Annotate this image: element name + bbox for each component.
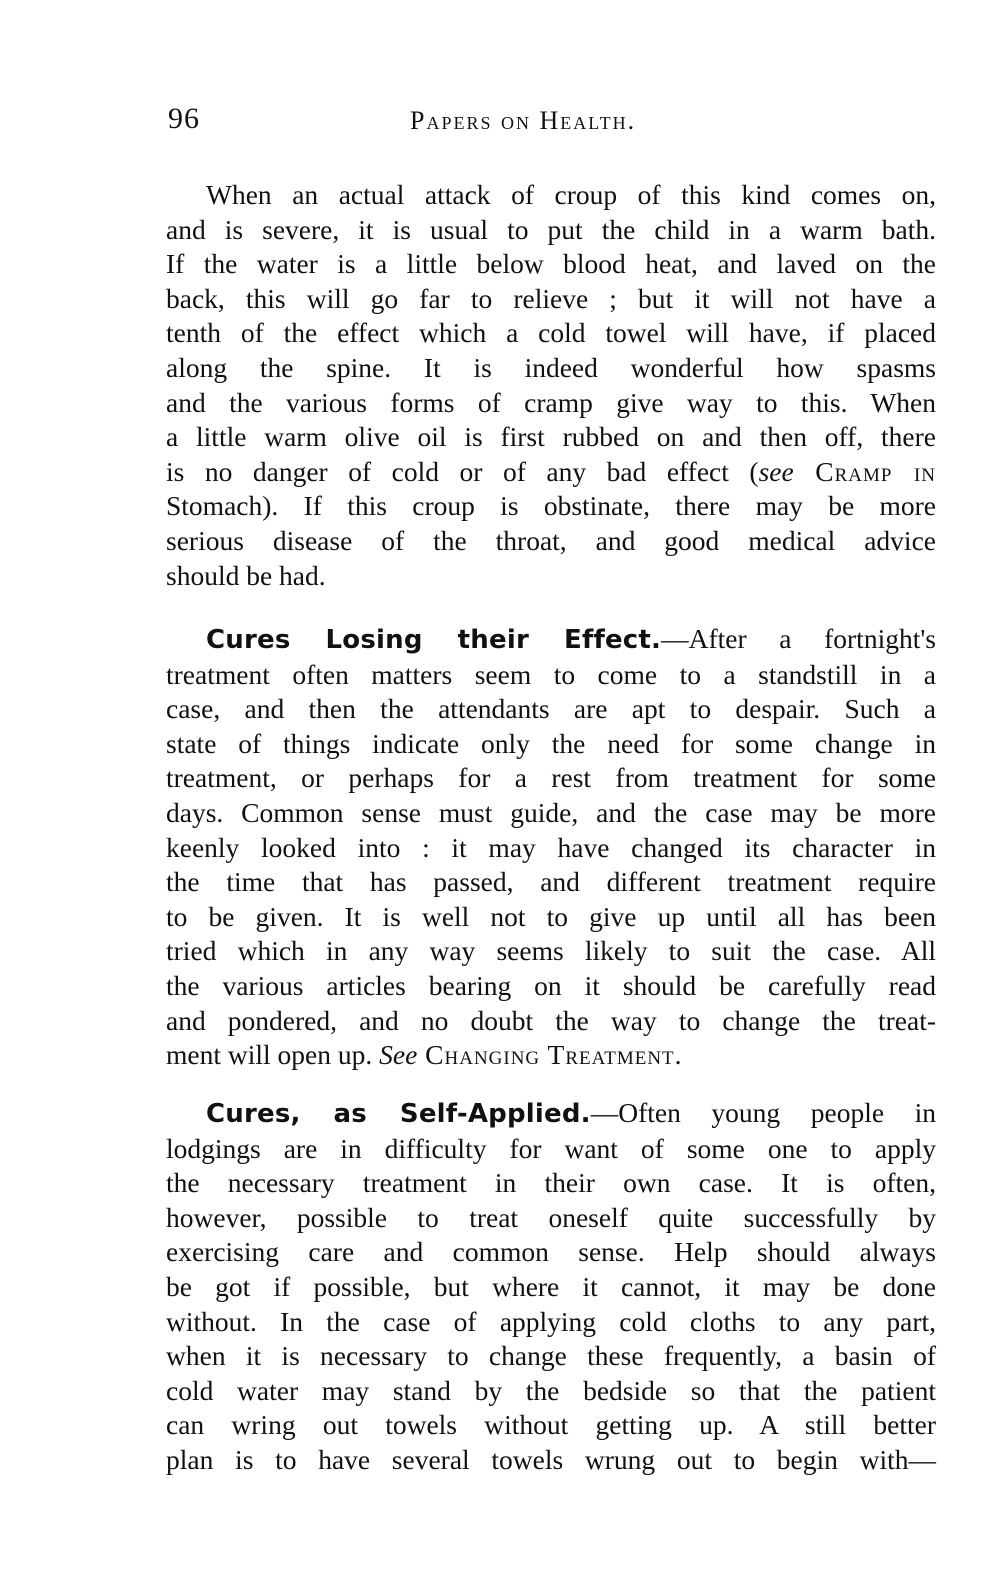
text-line: plan is to have several towels wrung out to begin with— — [166, 1443, 936, 1475]
see-reference: see — [758, 455, 794, 487]
text-line: tried which in any way seems likely to suit the case. All — [166, 935, 936, 967]
page-header — [168, 102, 938, 142]
text-line: If the water is a little below blood heat, and laved on the — [166, 248, 936, 280]
text-fragment: Stomach). If this croup is obstinate, there may be more — [166, 490, 936, 522]
text-line: exercising care and common sense. Help should always — [166, 1236, 936, 1268]
text-fragment: —Often young people in — [590, 1097, 936, 1128]
text-line: without. In the case of applying cold cloths to any part, — [166, 1305, 936, 1337]
text-line: the various articles bearing on it should be carefully read — [166, 969, 936, 1001]
cross-reference-changing-treatment: Changing Treatment. — [417, 1039, 683, 1071]
text-fragment: is no danger of cold or of any bad effect ( — [166, 455, 759, 487]
page-number: 96 — [168, 102, 200, 135]
text-line: treatment, or perhaps for a rest from treatment for some — [166, 762, 936, 794]
text-line: cold water may stand by the bedside so that the patient — [166, 1374, 936, 1406]
see-reference: See — [379, 1039, 418, 1071]
text-line: and pondered, and no doubt the way to change the treat- — [166, 1004, 936, 1036]
text-line: days. Common sense must guide, and the case may be more — [166, 796, 936, 828]
text-line — [166, 1096, 936, 1132]
text-line — [166, 489, 936, 524]
section-heading: Cures, as Self-Applied. — [206, 1099, 591, 1129]
running-title: Papers on Health. — [410, 106, 637, 135]
text-line: along the spine. It is indeed wonderful how spasms — [166, 351, 936, 383]
text-line: tenth of the effect which a cold towel will have, if placed — [166, 317, 936, 349]
cross-reference-cramp: Cramp in — [793, 455, 936, 487]
text-line: serious disease of the throat, and good medical advice — [166, 524, 936, 556]
text-line: when it is necessary to change these frequently, a basin of — [166, 1340, 936, 1372]
text-line: lodgings are in difficulty for want of some one to apply — [166, 1132, 936, 1164]
text-fragment: —After a fortnight's — [661, 623, 937, 654]
text-line: and the various forms of cramp give way to this. When — [166, 386, 936, 418]
text-line: When an actual attack of croup of this kind comes on, — [206, 179, 936, 210]
text-line: should be had. — [166, 559, 326, 591]
text-line — [166, 1038, 936, 1073]
paragraph-croup — [166, 178, 936, 593]
text-line: to be given. It is well not to give up until all has been — [166, 900, 936, 932]
text-line: be got if possible, but where it cannot, it may be done — [166, 1270, 936, 1302]
text-line: treatment often matters seem to come to a standstill in a — [166, 658, 936, 690]
text-line: can wring out towels without getting up. A still better — [166, 1409, 936, 1441]
text-line: case, and then the attendants are apt to despair. Such a — [166, 693, 936, 725]
text-line: the necessary treatment in their own case. It is often, — [166, 1167, 936, 1199]
text-fragment: ment will open up. — [166, 1039, 380, 1071]
text-line: and is severe, it is usual to put the child in a warm bath. — [166, 213, 936, 245]
text-line — [166, 622, 936, 658]
paragraph-cures-losing-effect — [166, 622, 936, 1073]
paragraph-cures-self-applied — [166, 1096, 936, 1478]
text-line: a little warm olive oil is first rubbed on and then off, there — [166, 421, 936, 453]
text-line — [166, 455, 936, 490]
section-heading: Cures Losing their Effect. — [206, 625, 662, 655]
text-line: the time that has passed, and different treatment require — [166, 866, 936, 898]
text-line: state of things indicate only the need for some change in — [166, 727, 936, 759]
text-line: keenly looked into : it may have changed its character in — [166, 831, 936, 863]
text-line: however, possible to treat oneself quite successfully by — [166, 1201, 936, 1233]
text-line: back, this will go far to relieve ; but it will not have a — [166, 282, 936, 314]
